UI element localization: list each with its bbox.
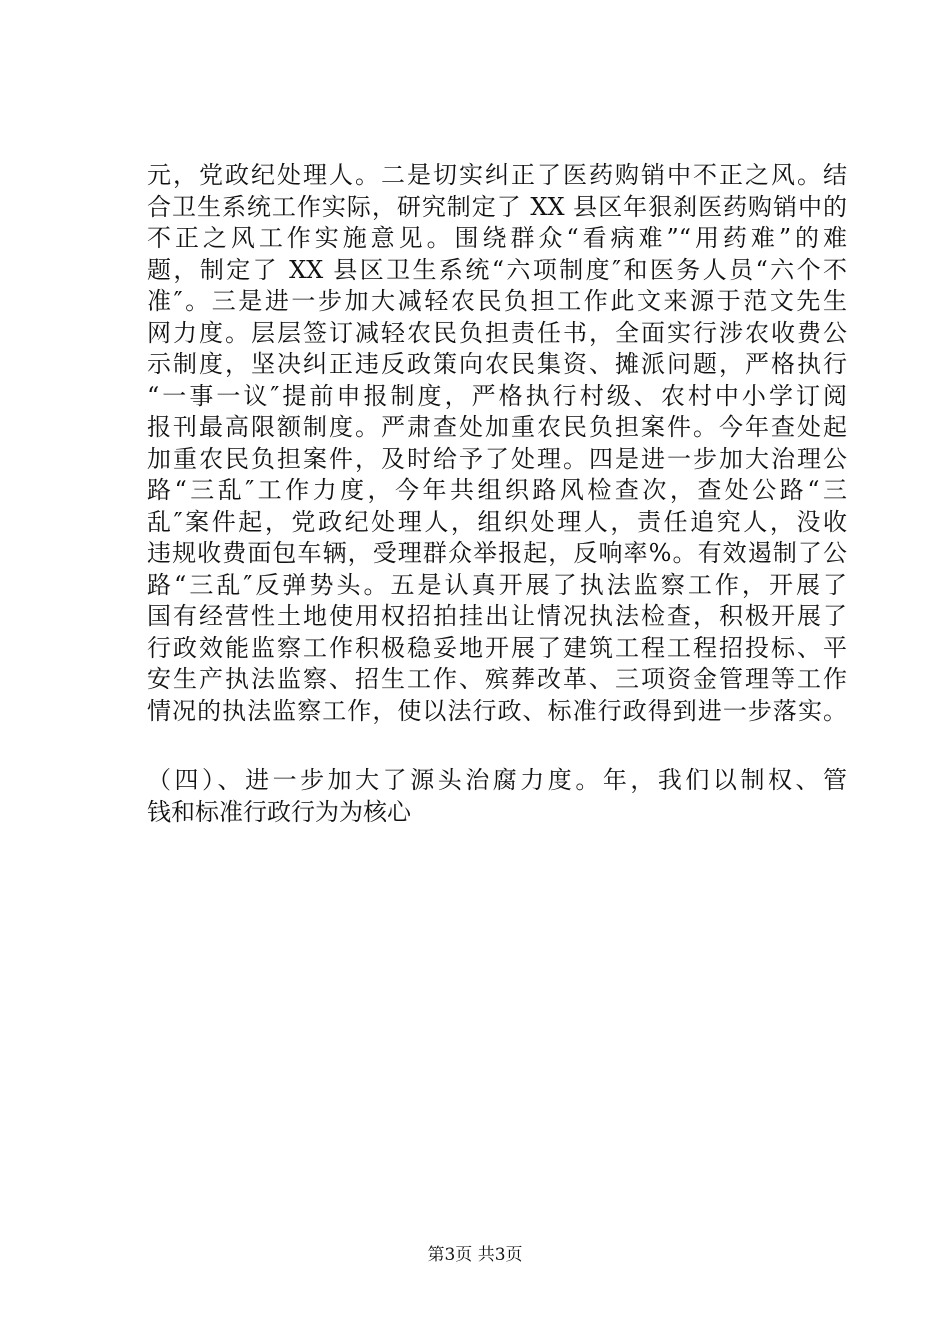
paragraph-line: 加重农民负担案件，及时给予了处理。四是进一步加大治理公	[147, 444, 847, 473]
paragraph-line: 违规收费面包车辆，受理群众举报起，反响率%。有效遏制了公	[147, 539, 847, 567]
paragraph-line: 题，制定了 XX 县区卫生系统“六项制度″和医务人员“六个不	[147, 255, 847, 284]
paragraph-line: 钱和标准行政行为为核心	[147, 797, 411, 826]
paragraph-line: 情况的执法监察工作，使以法行政、标准行政得到进一步落实。	[147, 696, 847, 725]
paragraph-line: 网力度。层层签订减轻农民负担责任书，全面实行涉农收费公	[147, 318, 847, 347]
page-footer: 第3页 共3页	[427, 1245, 523, 1265]
paragraph-2	[147, 765, 847, 828]
paragraph-line: 示制度，坚决纠正违反政策向农民集资、摊派问题，严格执行	[147, 350, 847, 378]
paragraph-line: 路“三乱″工作力度，今年共组织路风检查次，查处公路“三	[147, 476, 847, 504]
paragraph-line: 合卫生系统工作实际，研究制定了 XX 县区年狠刹医药购销中的	[147, 192, 847, 221]
paragraph-spacer	[147, 727, 847, 765]
paragraph-line: “一事一议″提前申报制度，严格执行村级、农村中小学订阅	[147, 381, 847, 410]
paragraph-line: （四）、进一步加大了源头治腐力度。年，我们以制权、管	[147, 766, 847, 794]
paragraph-line: 国有经营性土地使用权招拍挂出让情况执法检查，积极开展了	[147, 602, 847, 630]
paragraph-line: 乱″案件起，党政纪处理人，组织处理人，责任追究人，没收	[147, 507, 847, 536]
paragraph-line: 报刊最高限额制度。严肃查处加重农民负担案件。今年查处起	[147, 413, 847, 441]
paragraph-line: 路“三乱″反弹势头。五是认真开展了执法监察工作，开展了	[147, 570, 847, 599]
paragraph-line: 不正之风工作实施意见。围绕群众“看病难”“用药难”的难	[147, 224, 847, 252]
body-text	[147, 160, 847, 828]
paragraph-line: 行政效能监察工作积极稳妥地开展了建筑工程工程招投标、平	[147, 633, 847, 662]
paragraph-line: 元，党政纪处理人。二是切实纠正了医药购销中不正之风。结	[147, 161, 847, 189]
paragraph-line: 安生产执法监察、招生工作、殡葬改革、三项资金管理等工作	[147, 665, 847, 693]
paragraph-line: 准″。三是进一步加大减轻农民负担工作此文来源于范文先生	[147, 287, 847, 315]
paragraph-1	[147, 160, 847, 727]
